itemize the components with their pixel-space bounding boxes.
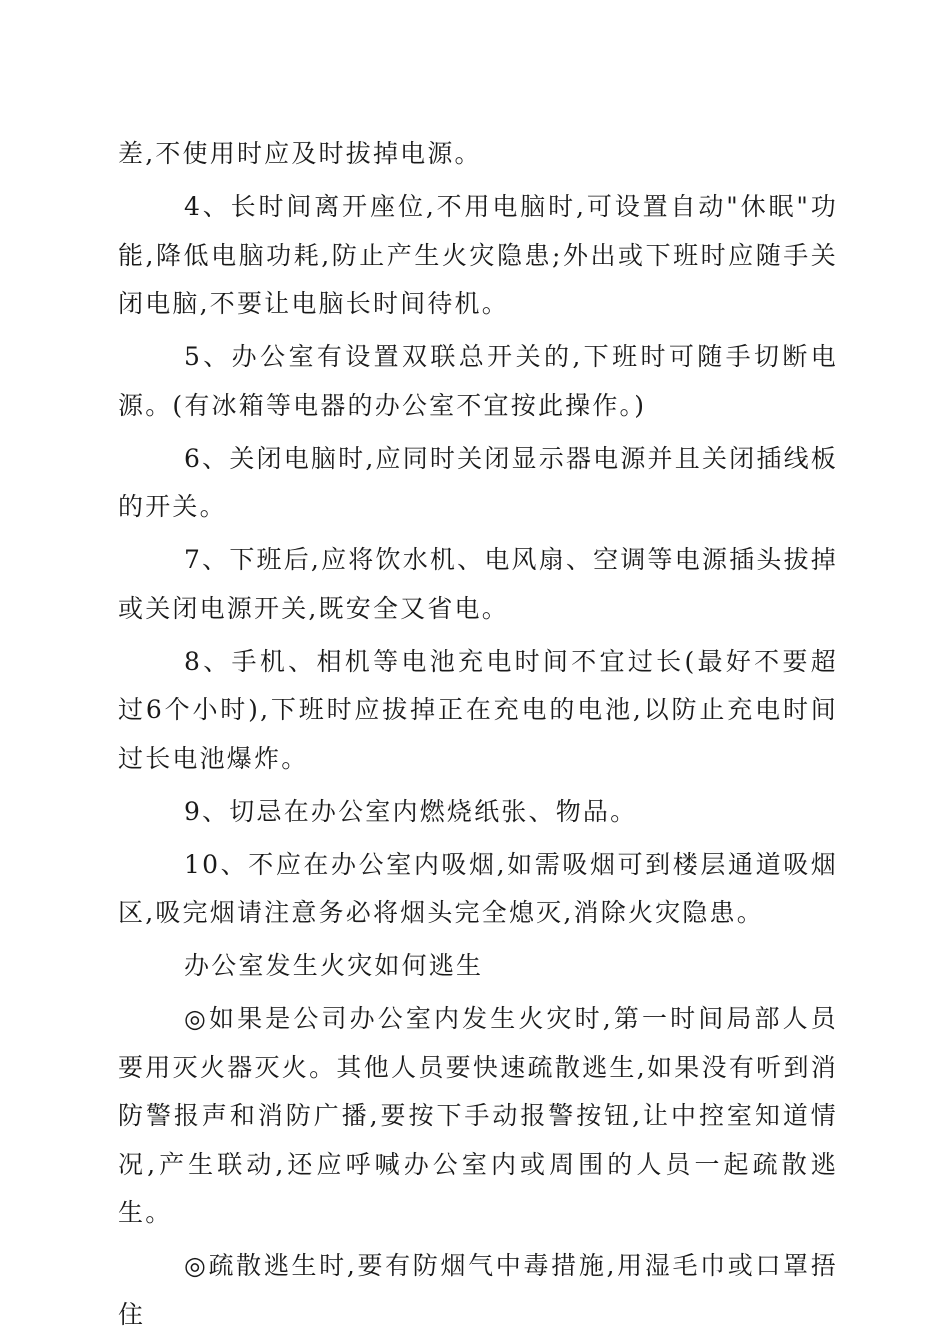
paragraph-item-4: 4、长时间离开座位,不用电脑时,可设置自动"休眠"功能,降低电脑功耗,防止产生火灾隐患;外出或下班时应随手关闭电脑,不要让电脑长时间待机。 — [118, 192, 838, 318]
paragraph-item-7: 7、下班后,应将饮水机、电风扇、空调等电源插头拔掉或关闭电源开关,既安全又省电。 — [118, 545, 838, 623]
paragraph-escape-1: ◎如果是公司办公室内发生火灾时,第一时间局部人员要用灭火器灭火。其他人员要快速疏散逃生,如果没有听到消防警报声和消防广播,要按下手动报警按钮,让中控室知道情况,产生联动,还应呼喊办公室内或周围的人员一起疏散逃生。 — [118, 1004, 838, 1227]
document-body — [118, 130, 838, 1344]
section-heading: 办公室发生火灾如何逃生 — [184, 951, 484, 980]
paragraph-item-10: 10、不应在办公室内吸烟,如需吸烟可到楼层通道吸烟区,吸完烟请注意务必将烟头完全熄灭,消除火灾隐患。 — [118, 849, 838, 927]
paragraph-item-8: 8、手机、相机等电池充电时间不宜过长(最好不要超过6个小时),下班时应拔掉正在充电的电池,以防止充电时间过长电池爆炸。 — [118, 646, 838, 773]
paragraph-item-9: 9、切忌在办公室内燃烧纸张、物品。 — [184, 796, 638, 826]
paragraph-item-6: 6、关闭电脑时,应同时关闭显示器电源并且关闭插线板的开关。 — [118, 443, 838, 521]
paragraph-escape-2: ◎疏散逃生时,要有防烟气中毒措施,用湿毛巾或口罩捂住 — [118, 1251, 838, 1329]
paragraph-continuation: 差,不使用时应及时拔掉电源。 — [118, 139, 482, 168]
paragraph-item-5: 5、办公室有设置双联总开关的,下班时可随手切断电源。(有冰箱等电器的办公室不宜按此操作。) — [118, 342, 838, 420]
